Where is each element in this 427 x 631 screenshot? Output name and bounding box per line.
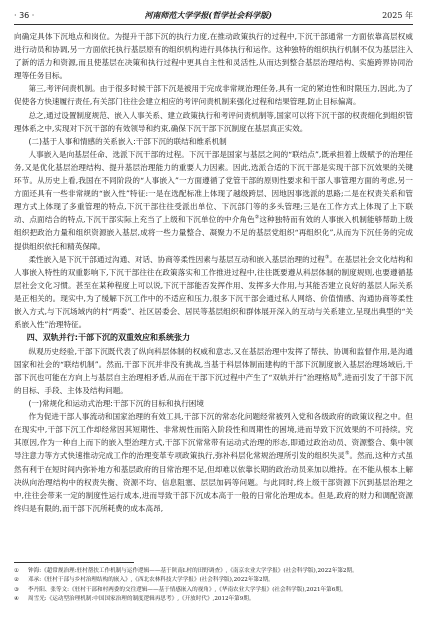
paragraph: 第三,考评问责机制。由于很多时候干部下沉是被用于完成非常规治理任务,具有一定的紧迫性和时限压力,因此,为了促使各方快速履行责任,有关部门往往会建立相应的考评问责机制来强化过程和结果管理,防止目标偏离。 <box>14 84 413 107</box>
footnote-ref: ④ <box>337 372 342 379</box>
footnote: ② 邓承:《驻村干部与乡村治理结构的嵌入》,《西北农林科技大学学报》(社会科学版),2022年第2期。 <box>14 577 274 584</box>
main-text <box>14 30 413 515</box>
paragraph: 纵观历史经验,干部下沉既代表了纵向科层体制的权威和意志,又在基层治理中发挥了帮扶、协调和监督作用,是沟通国家和社会的“联结机制”。然而,干部下沉并非没有挑战,当基于科层体制而建构的干部下沉制度嵌入基层治理场域后,干部下沉也可能在方向上与基层自主治理相矛盾,从而在干部下沉过程中产生了“双轨并行”治理格局④,进而引发了干部下沉的目标、手段、主体及结构问题。 <box>14 346 413 395</box>
journal-title: 河南师范大学学报(哲学社会科学版) <box>144 9 273 20</box>
paragraph: 总之,通过设置制度规范、嵌入人事关系、建立政策执行和考评问责机制等,国家可以将下沉干部的权责细化到组织管理体系之中,实现对下沉干部的有效领导和约束,确保下沉干部下沉制度在基层真正实效。 <box>14 110 413 133</box>
paragraph: 向确定具体下沉地点和岗位。为提升干部下沉的执行力度,在推动政策执行的过程中,下沉干部通常一方面依靠高层权威进行动员和协调,另一方面依托执行基层原有的组织机构进行具体执行和运作。这种独特的组织执行机制不仅为基层注入了新的活力和资源,而且使基层在决策和执行过程中更具自主性和灵活性,从而达到整合基层治理结构、实施跨界协同治理等任务目标。 <box>14 32 413 81</box>
footnote: ③ 李丹阳、张等文:《驻村干部和村两委的交往逻辑——基于情感嵌入的视角》,《华南农业大学学报》(社会科学版),2021年第6期。 <box>14 586 347 593</box>
footnote: ① 钟海:《超常规治理:驻村帮扶工作机制与运作逻辑——基于陕南L村的田野调查》,《南京农业大学学报》(社会科学版),2022年第2期。 <box>14 568 358 574</box>
footnote-divider <box>14 562 134 563</box>
running-header <box>14 8 413 25</box>
subsection-heading: (一)常规化和运动式治理:干部下沉的目标和执行困境 <box>28 399 204 409</box>
footnotes <box>14 567 413 605</box>
paragraph: 人事嵌入是向基层任命、选派下沉干部的过程。下沉干部是国家与基层之间的“联结点”,既承担着上级赋予的治理任务,又是优化基层治理结构、提升基层治理能力的重要人力因素。因此,选派合适的下沉干部是实现干部下沉效果的关键环节。从历史上看,我国在不同阶段的“人事嵌入”一方面遵循了党管干部的原则性要求和干部人事管理方面的考虑,另一方面还具有一些非常规的“嵌入性”特征:一是在选配标准上体现了越级跨层、因地因事选派的思路;二是在权责关系和管理方式上体现了多重管理的特点,下沉干部往往受派出单位、下沉部门等的多头管理;三是在工作方式上体现了上下联动、点面结合的特点,下沉干部实际上充当了上级和下沉单位的中介角色②这种独特而有效的人事嵌入机制能够帮助上级组织把政治力量和组织资源嵌入基层,成将一些力量整合、凝聚力不足的基层党组织“再组织化”,从而为下沉任务的完成提供组织依托和精英保障。 <box>14 149 413 251</box>
footnote: ④ 周雪光:《运动型治理机制:中国国家治理的制度逻辑再思考》,《开放时代》,2012年第9期。 <box>14 596 255 603</box>
footnote-ref: ③ <box>324 254 330 261</box>
footnote-ref: ② <box>254 214 260 221</box>
paragraph: 作为促进干部人事流动和国家治理的有效工具,干部下沉的常态化问题经常被列入党和各级政府的政策议程之中。但在现实中,干部下沉工作却经常因其短期性、非常规性而陷入阶段性和周期性的困境,进而导致下沉效果的不可持续。究其原因,作为一种自上而下的嵌入型治理方式,干部下沉常常带有运动式治理的形态,即通过政治动员、资源整合、集中领导注意力等方式快速推动完成工作的治理变革专项政策执行,弥补科层化常规治理所引发的组织失灵⑤。然而,这种方式虽然有利于在短时间内弥补地方和基层政府的目常治理不足,但却难以依靠长期的政治动员来加以维持。在不能从根本上解决纵向治理结构中的权责失衡、资源不均、信息阻塞、层层加码等问题。与此同时,终上级干部资源下沉到基层治理之中,往往会带来一定的制度性运行成本,进而导致干部下沉成本高于一般的日常化治理成本。但是,政府的财力和调配资源终归是有限的,而干部下沉所耗费的成本高昂, <box>14 412 413 513</box>
section-heading: 四、双轨并行:干部下沉的双重效应和系统张力 <box>26 333 190 343</box>
paragraph: 柔性嵌入是下沉干部通过沟通、对话、协商等柔性因素与基层互动和嵌入基层治理的过程③。在基层社会文化结构和人事嵌入特性的双重影响下,下沉干部往往在政策落实和工作推进过程中,往往既要遵从科层体制的制度规则,也要遵循基层社会文化习惯。甚至在某种程度上可以说,下沉干部能否发挥作用、发挥多大作用,与其能否建立良好的基层人际关系是正相关的。现实中,为了缓解下沉工作中的不适应和压力,很多下沉干部会通过私人网络、价值情感、沟通协商等柔性嵌入方式,与下沉场域内的村“两委”、社区居委会、居民等基层组织和群体展开深入的互动与关系建立,呈现出典型的“关系嵌入性”治理特征。 <box>14 254 414 330</box>
subsection-heading: (二)基于人事和情感的关系嵌入:干部下沉的联结和维系机制 <box>28 136 227 146</box>
page-number: · 36 · <box>14 10 35 20</box>
footnote-ref: ⑤ <box>344 450 350 457</box>
year: 2025 年 <box>382 10 413 20</box>
